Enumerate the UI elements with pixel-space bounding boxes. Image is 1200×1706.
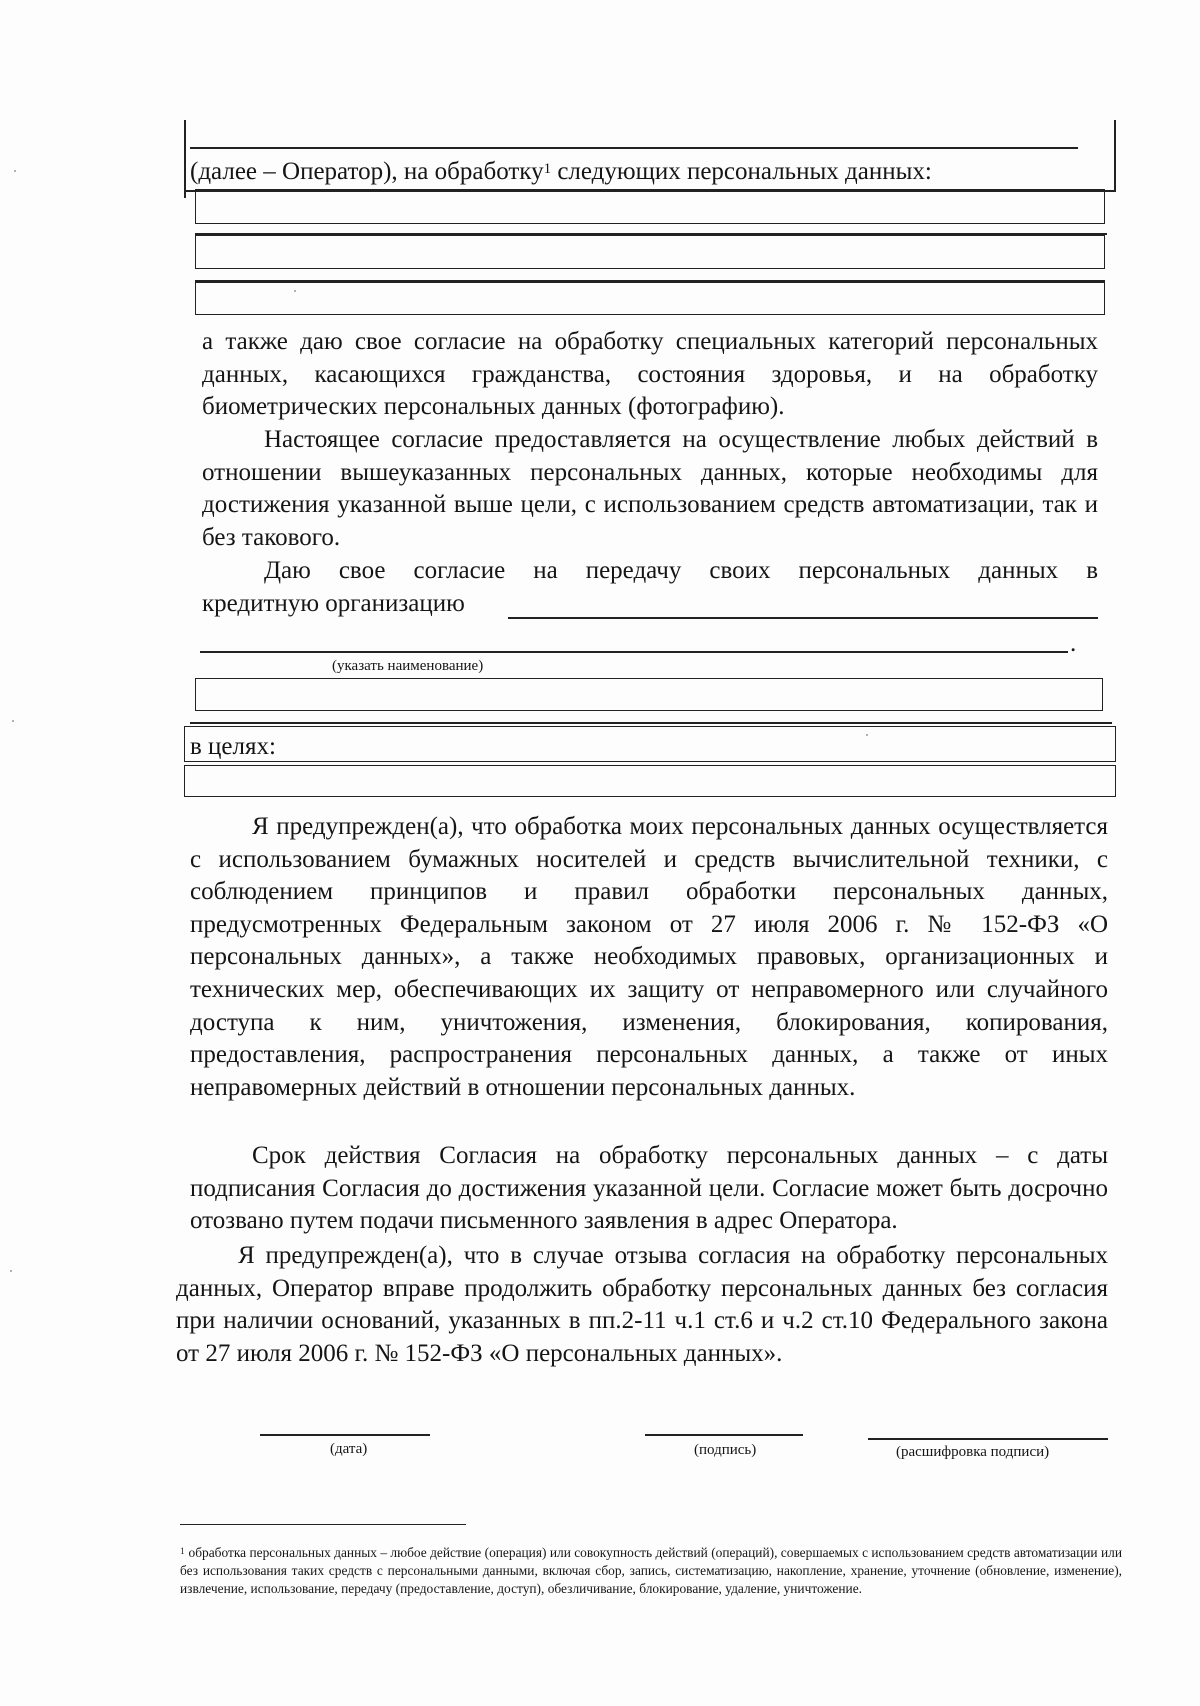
scan-speck xyxy=(14,170,16,172)
transfer-end-dot: . xyxy=(1070,630,1077,657)
frame-left-edge xyxy=(184,120,186,198)
consent-scope-paragraph: Настоящее согласие предоставляется на осуществление любых действий в отношении вышеуказанных персональных данных, которые необходимы для достижения указанной выше цели, с использованием средств автоматизации, так и без такового. xyxy=(202,426,1098,551)
footnote-separator xyxy=(180,1524,466,1525)
withdrawal-warning-paragraph: Я предупрежден(а), что в случае отзыва согласия на обработку персональных данных, Оператор вправе продолжить обработку персональных данных без согласия при наличии оснований, указанных в пп.2-11 ч.1 ст.6 и ч.2 ст.10 Федерального закона от 27 июля 2006 г. № 152-ФЗ «О персональных данных». xyxy=(176,1242,1108,1367)
signature-decoding-field[interactable] xyxy=(868,1438,1108,1440)
signature-label: (подпись) xyxy=(694,1442,757,1458)
transfer-consent-line xyxy=(202,555,1098,587)
footnote-marker: 1 xyxy=(543,161,552,177)
credit-org-name-field[interactable] xyxy=(508,617,1098,619)
credit-org-name-field-line2[interactable] xyxy=(200,651,1068,653)
scan-speck xyxy=(10,1270,12,1272)
credit-org-label: кредитную организацию xyxy=(202,590,465,617)
scan-speck xyxy=(866,734,868,736)
date-label: (дата) xyxy=(330,1441,368,1457)
signature-decoding-label: (расшифровка подписи) xyxy=(896,1444,1050,1460)
purpose-label: в целях: xyxy=(190,733,276,760)
date-field[interactable] xyxy=(260,1434,430,1436)
credit-org-box[interactable] xyxy=(195,678,1103,711)
personal-data-field-3[interactable] xyxy=(195,282,1105,315)
operator-name-underline xyxy=(190,147,1078,149)
operator-line-tail: следующих персональных данных: xyxy=(551,158,932,185)
personal-data-field-2[interactable] xyxy=(195,235,1105,269)
footnote-text: обработка персональных данных – любое действие (операция) или совокупность действий (операций), совершаемых с использованием средств автоматизации или без использования таких средств с персональными данными, включая сбор, запись, систематизацию, накопление, хранение, уточнение (обновление, изменение), извлечение, использование, передачу (предоставление, доступ), обезличивание, блокирование, удаление, уничтожение. xyxy=(180,1545,1122,1597)
name-hint: (указать наименование) xyxy=(332,658,484,674)
scan-speck xyxy=(12,720,14,722)
transfer-consent-text: Даю свое согласие на передачу своих персональных данных в xyxy=(264,557,1098,584)
purpose-field[interactable] xyxy=(184,765,1116,797)
frame-right-edge xyxy=(1114,120,1116,192)
scan-speck xyxy=(294,290,296,292)
footnote xyxy=(180,1544,1122,1599)
purpose-label-box xyxy=(184,726,1116,762)
name-box-separator xyxy=(190,722,1112,724)
validity-period-paragraph: Срок действия Согласия на обработку персональных данных – с даты подписания Согласия до достижения указанной цели. Согласие может быть досрочно отозвано путем подачи письменного заявления в адрес Оператора. xyxy=(190,1142,1108,1235)
special-categories-paragraph: а также даю свое согласие на обработку специальных категорий персональных данных, касающихся гражданства, состояния здоровья, и на обработку биометрических персональных данных (фотографию). xyxy=(202,328,1098,421)
operator-line xyxy=(190,156,932,188)
processing-warning-paragraph: Я предупрежден(а), что обработка моих персональных данных осуществляется с использованием бумажных носителей и средств вычислительной техники, с соблюдением принципов и правил обработки персональных данных, предусмотренных Федеральным законом от 27 июля 2006 г. № 152-ФЗ «О персональных данных», а также необходимых правовых, организационных и технических мер, обеспечивающих их защиту от неправомерного или случайного доступа к ним, уничтожения, изменения, блокирования, копирования, предоставления, распространения персональных данных, а также от иных неправомерных действий в отношении персональных данных. xyxy=(190,813,1108,1101)
footnote-number: 1 xyxy=(180,1546,185,1556)
operator-line-text: (далее – Оператор), на обработку xyxy=(190,158,544,185)
personal-data-field-1[interactable] xyxy=(195,189,1105,224)
signature-field[interactable] xyxy=(645,1434,803,1436)
